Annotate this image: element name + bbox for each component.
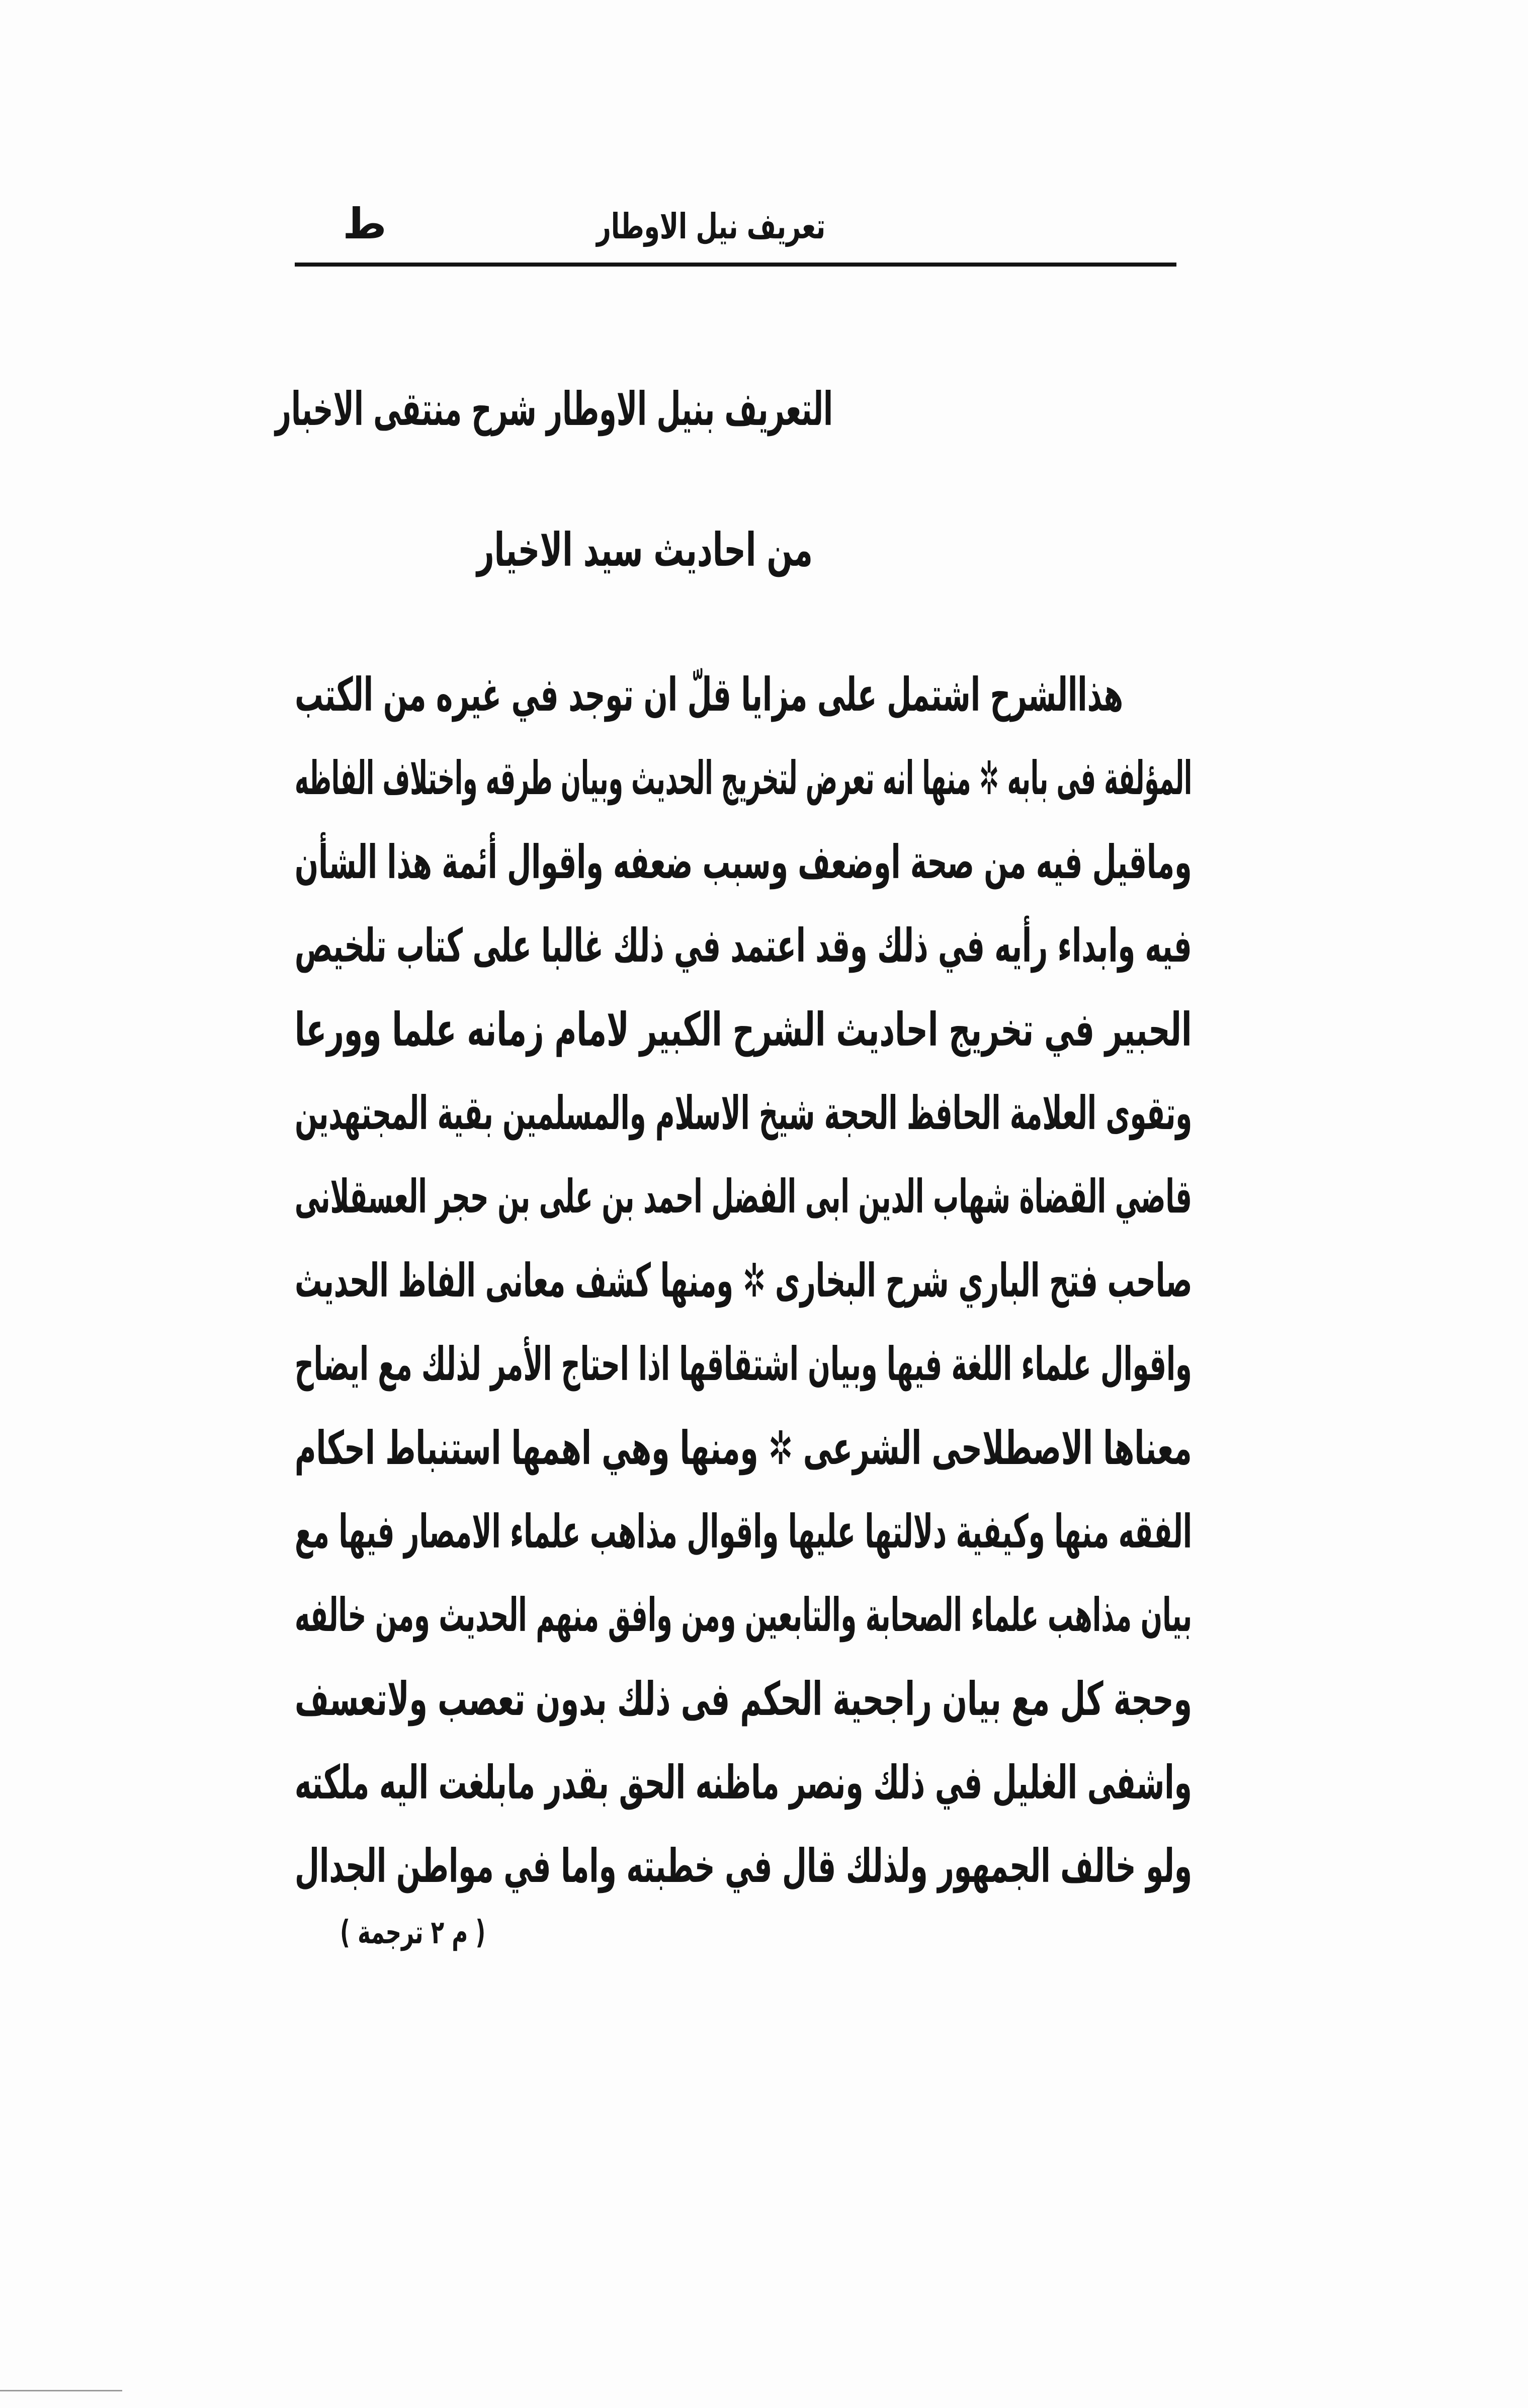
section-title-line-1-text: التعريف بنيل الاوطار شرح منتقى الاخبار bbox=[275, 382, 833, 436]
header-rule bbox=[295, 263, 1176, 267]
body-line-text: وتقوى العلامة الحافظ الحجة شيخ الاسلام والمسلمين بقية المجتهدين bbox=[294, 1086, 1192, 1140]
body-line bbox=[295, 1407, 1192, 1490]
body-line bbox=[295, 821, 1192, 904]
body-line-text: بيان مذاهب علماء الصحابة والتابعين ومن وافق منهم الحديث ومن خالفه bbox=[294, 1588, 1192, 1643]
scan-edge-line bbox=[0, 2390, 122, 2391]
body-line-text: هذاالشرح اشتمل على مزايا قلّ ان توجد في غيره من الكتب bbox=[294, 668, 1123, 722]
body-line-text: المؤلفة فى بابه ✲ منها انه تعرض لتخريج الحديث وبيان طرقه واختلاف الفاظه bbox=[294, 751, 1192, 806]
section-title-line-1 bbox=[275, 369, 1016, 450]
body-line bbox=[295, 1490, 1192, 1574]
body-text bbox=[295, 653, 1192, 1909]
running-header-title-text: تعريف نيل الاوطار bbox=[596, 206, 825, 247]
body-line bbox=[295, 988, 1192, 1072]
body-line-text: صاحب فتح الباري شرح البخارى ✲ ومنها كشف معانى الفاظ الحديث bbox=[294, 1253, 1192, 1308]
signature-mark bbox=[339, 1903, 520, 1963]
body-line-text: وماقيل فيه من صحة اوضعف وسبب ضعفه واقوال أئمة هذا الشأن bbox=[295, 835, 1192, 889]
running-header-title bbox=[596, 201, 871, 251]
page-number: ط bbox=[343, 199, 387, 248]
body-line bbox=[295, 1323, 1192, 1406]
body-line bbox=[295, 904, 1192, 988]
body-line bbox=[295, 737, 1192, 820]
body-line-text: واشفى الغليل في ذلك ونصر ماظنه الحق بقدر مابلغت اليه ملكته bbox=[295, 1756, 1192, 1810]
body-line bbox=[295, 1658, 1192, 1741]
section-title-line-2-text: من احاديث سيد الاخيار bbox=[477, 523, 813, 577]
body-line bbox=[295, 1239, 1192, 1323]
body-line-text: ولو خالف الجمهور ولذلك قال في خطبته واما في مواطن الجدال bbox=[295, 1839, 1192, 1894]
body-line-text: فيه وابداء رأيه في ذلك وقد اعتمد في ذلك غالبا على كتاب تلخيص bbox=[295, 919, 1192, 973]
body-line-text: وحجة كل مع بيان راجحية الحكم فى ذلك بدون تعصب ولاتعسف bbox=[295, 1672, 1192, 1726]
body-line bbox=[295, 1825, 1192, 1908]
body-line bbox=[295, 1574, 1192, 1657]
body-line bbox=[295, 1072, 1192, 1155]
body-line bbox=[295, 1741, 1192, 1825]
body-line-text: معناها الاصطلاحى الشرعى ✲ ومنها وهي اهمها استنباط احكام bbox=[295, 1421, 1192, 1475]
body-line-text: الحبير في تخريج احاديث الشرح الكبير لامام زمانه علما وورعا bbox=[295, 1002, 1192, 1057]
section-title-line-2 bbox=[477, 510, 901, 590]
body-line bbox=[295, 1155, 1192, 1239]
signature-mark-text: ( م ٢ ترجمة ) bbox=[339, 1914, 485, 1951]
body-line-text: قاضي القضاة شهاب الدين ابى الفضل احمد بن على بن حجر العسقلانى bbox=[295, 1170, 1192, 1224]
body-line-text: واقوال علماء اللغة فيها وبيان اشتقاقها اذا احتاج الأمر لذلك مع ايضاح bbox=[295, 1337, 1192, 1392]
body-line-text: الفقه منها وكيفية دلالتها عليها واقوال مذاهب علماء الامصار فيها مع bbox=[294, 1504, 1192, 1559]
body-line bbox=[295, 653, 1123, 737]
